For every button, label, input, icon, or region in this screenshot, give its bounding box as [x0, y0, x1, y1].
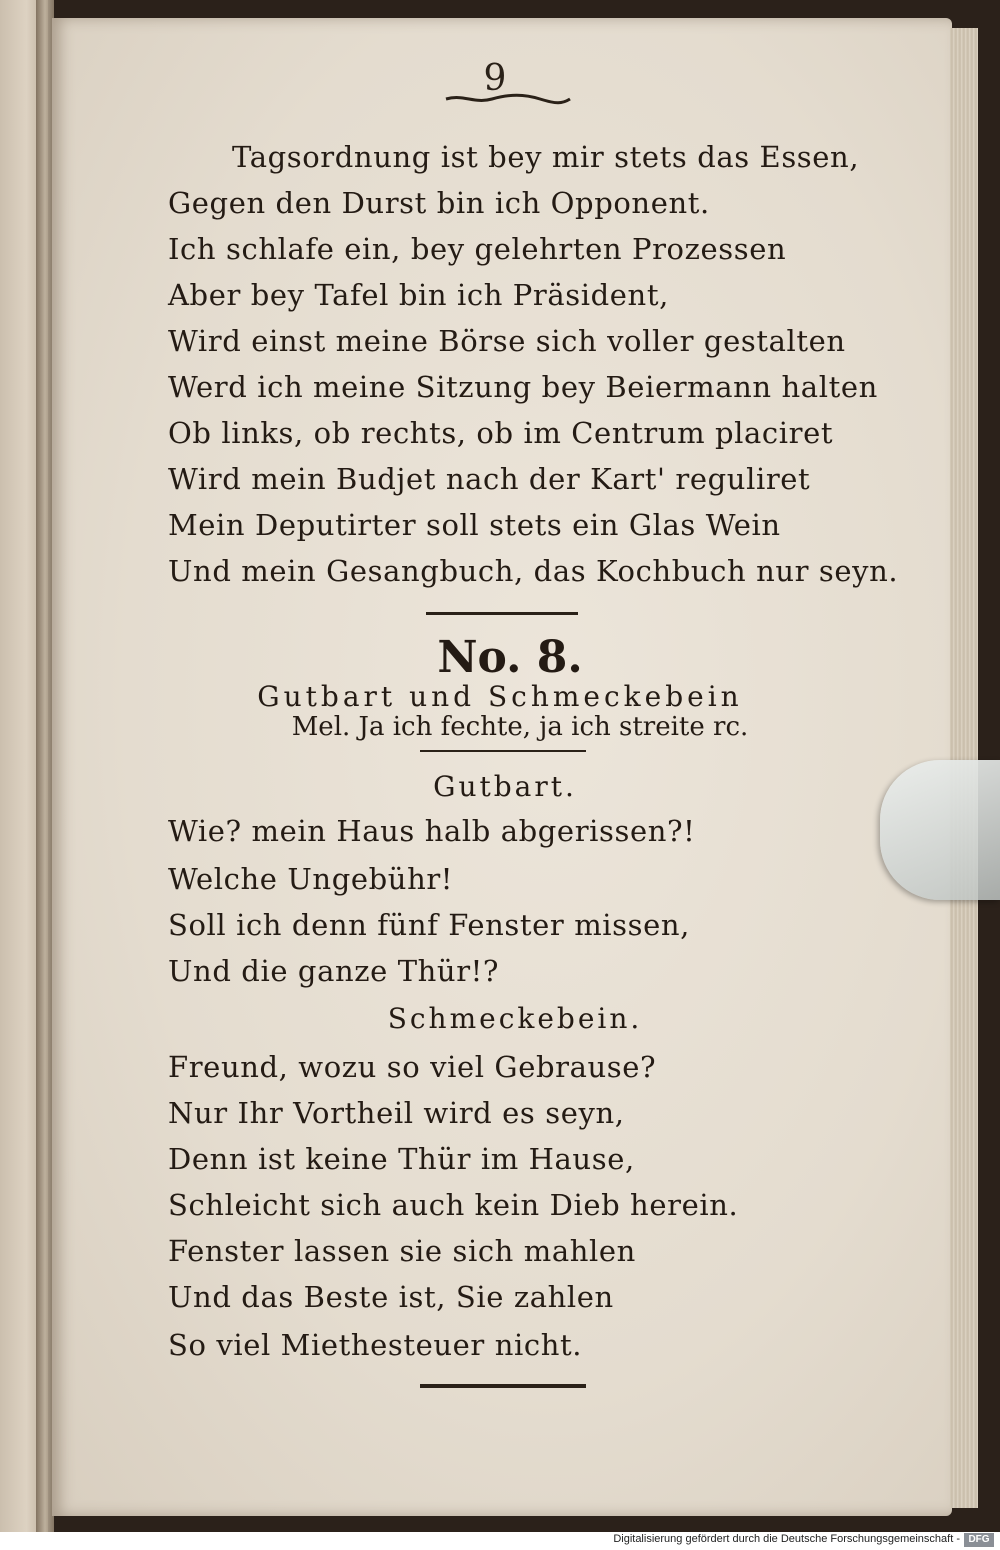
verse-line: Tagsordnung ist bey mir stets das Essen, — [232, 140, 860, 174]
verse-line: Wird einst meine Börse sich voller gestalten — [168, 324, 846, 358]
footer-credit: Digitalisierung gefördert durch die Deutsche Forschungsgemeinschaft - — [613, 1533, 960, 1545]
verse-line: Wird mein Budjet nach der Kart' reguliret — [168, 462, 811, 496]
dialogue-line: Und das Beste ist, Sie zahlen — [168, 1280, 614, 1314]
melody-note: Mel. Ja ich fechte, ja ich streite rc. — [291, 712, 749, 742]
dialogue-line: So viel Miethesteuer nicht. — [168, 1328, 583, 1362]
dialogue-line: Soll ich denn fünf Fenster missen, — [168, 908, 690, 942]
dialogue-line: Wie? mein Haus halb abgerissen?! — [168, 814, 696, 848]
verse-line: Aber bey Tafel bin ich Präsident, — [168, 278, 669, 312]
dialogue-line: Fenster lassen sie sich mahlen — [168, 1234, 636, 1268]
page-number-ornament — [444, 92, 572, 106]
page-number: 9 — [483, 58, 507, 99]
speaker-name: Gutbart. — [433, 770, 577, 803]
verse-line: Gegen den Durst bin ich Opponent. — [168, 186, 710, 220]
verse-line: Werd ich meine Sitzung bey Beiermann halten — [168, 370, 878, 404]
dfg-logo: DFG — [964, 1533, 994, 1547]
page-holder-clip — [880, 760, 1000, 900]
song-title: Gutbart und Schmeckebein — [257, 680, 743, 713]
dialogue-line: Freund, wozu so viel Gebrause? — [168, 1050, 657, 1084]
song-number: No. 8. — [437, 632, 583, 683]
end-divider — [420, 1384, 586, 1388]
dialogue-line: Schleicht sich auch kein Dieb herein. — [168, 1188, 739, 1222]
dialogue-line: Nur Ihr Vortheil wird es seyn, — [168, 1096, 625, 1130]
dialogue-line: Denn ist keine Thür im Hause, — [168, 1142, 635, 1176]
dialogue-line: Und die ganze Thür!? — [168, 954, 500, 988]
melody-underline — [420, 750, 586, 752]
verse-line: Mein Deputirter soll stets ein Glas Wein — [168, 508, 781, 542]
verse-line: Ich schlafe ein, bey gelehrten Prozessen — [168, 232, 787, 266]
verse-line: Ob links, ob rechts, ob im Centrum placiret — [168, 416, 834, 450]
speaker-name: Schmeckebein. — [387, 1002, 643, 1035]
dialogue-line: Welche Ungebühr! — [168, 862, 454, 896]
section-divider — [426, 612, 578, 615]
verse-line: Und mein Gesangbuch, das Kochbuch nur seyn. — [168, 554, 899, 588]
